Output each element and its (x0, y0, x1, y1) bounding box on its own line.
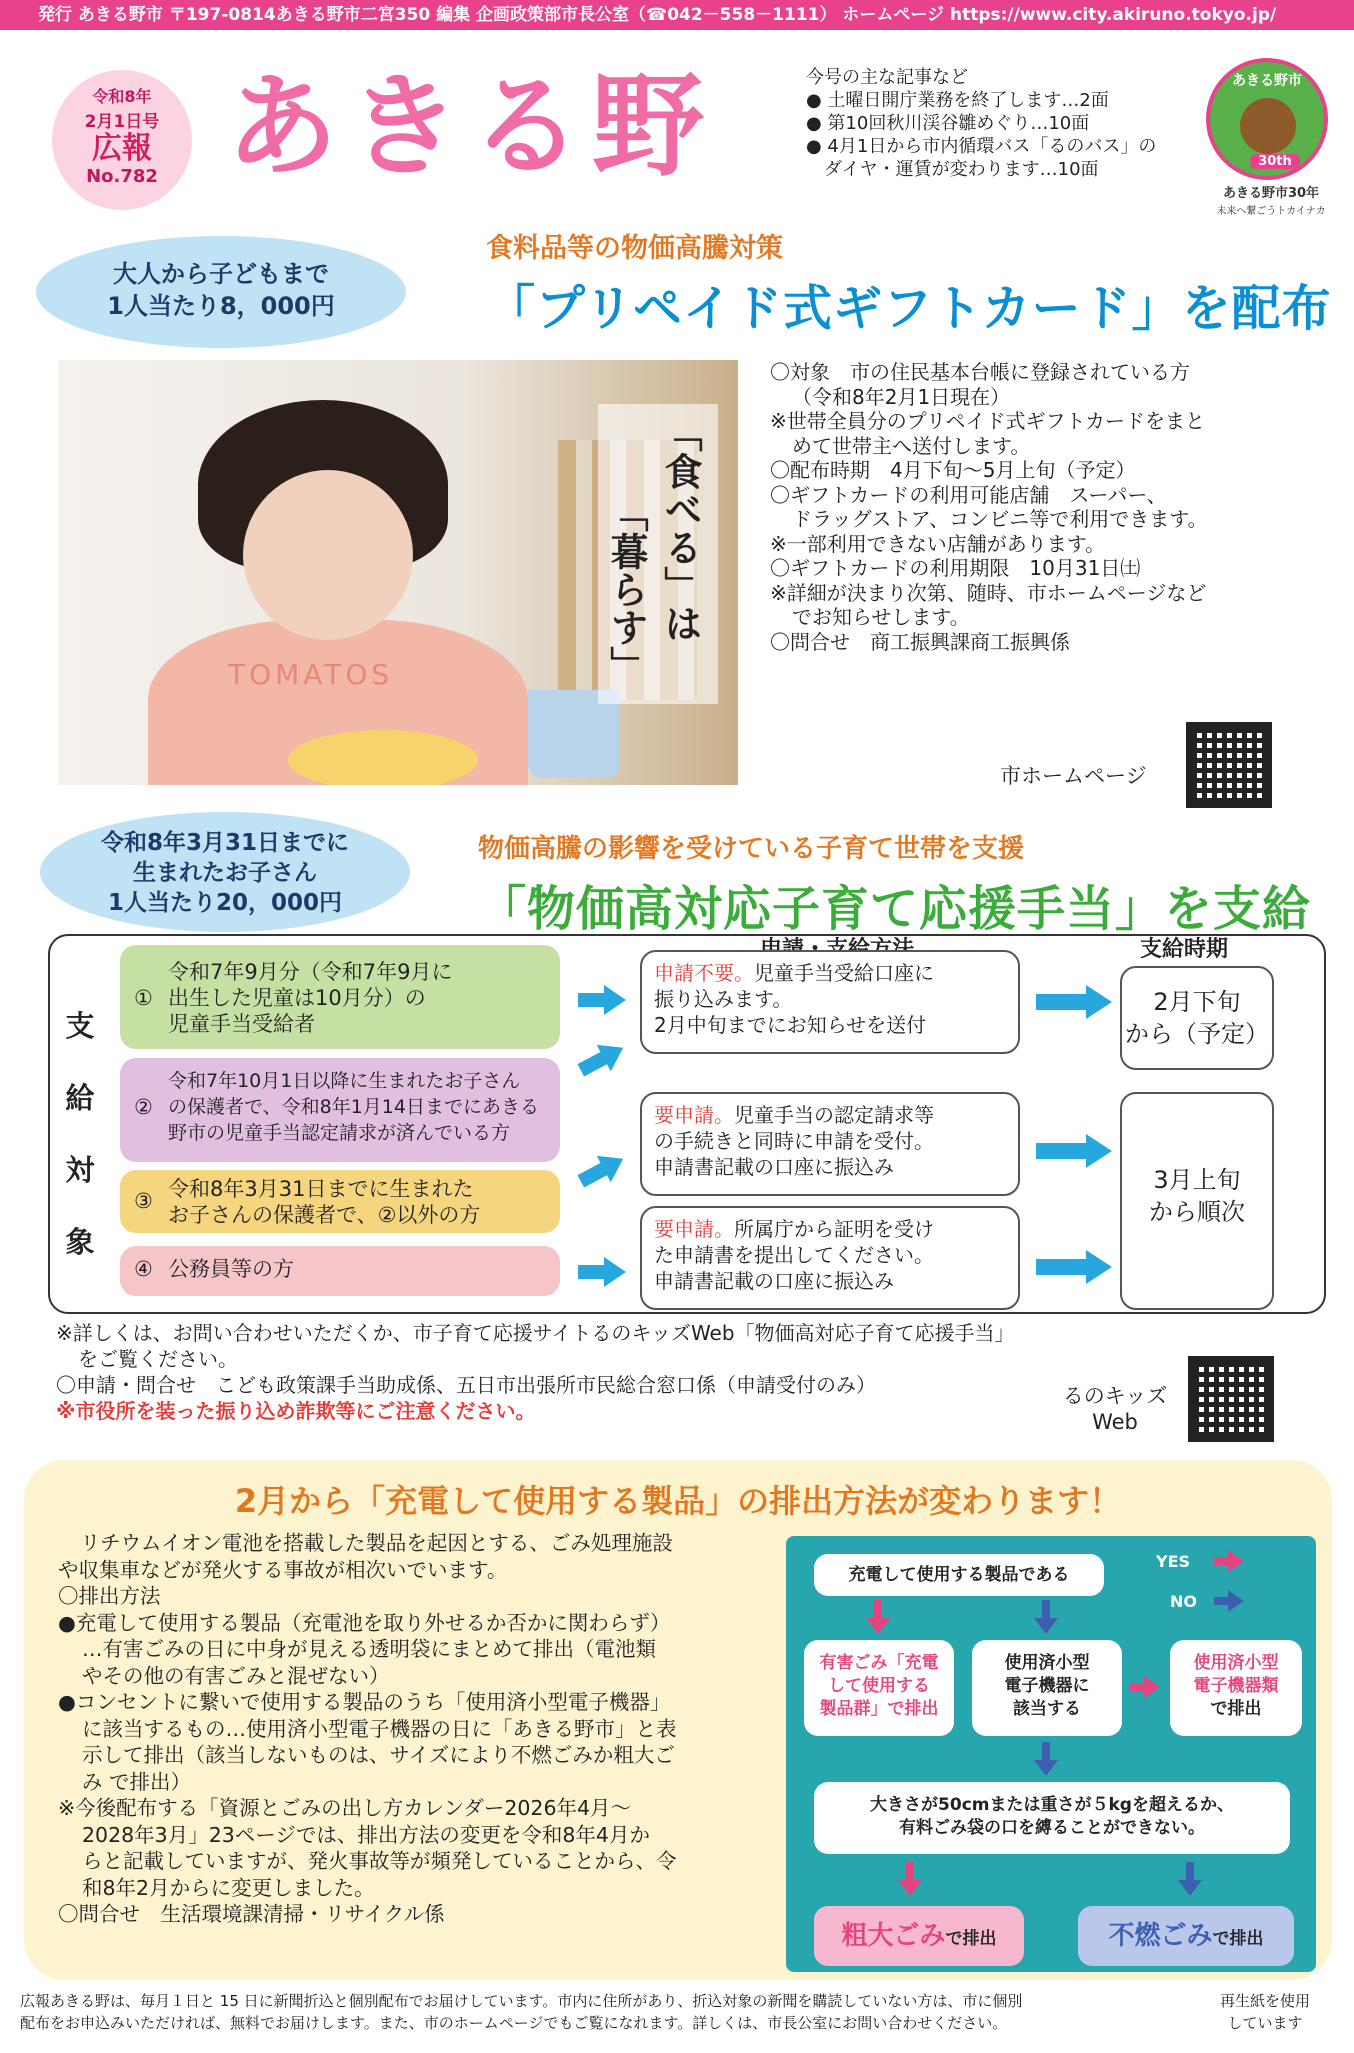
contents-item[interactable]: ダイヤ・運賃が変わります…10面 (824, 159, 1099, 180)
flow-used-electronics: 使用済小型 電子機器類 で排出 (1170, 1640, 1302, 1736)
child-notes (56, 1320, 1156, 1424)
arrow-right-icon (1036, 1250, 1112, 1284)
publisher-bar: 発行 あきる野市 〒197-0814あきる野市二宮350 編集 企画政策部市長公室（☎042－558－1111） ホームページ https://www.city.akiruno.tokyo.jp/ (0, 0, 1354, 30)
child-amount-bubble (40, 812, 410, 932)
disposal-flowchart (786, 1536, 1316, 1972)
contents-box (806, 66, 1196, 181)
down-arrow-icon (1178, 1862, 1202, 1898)
kids-qr-label: るのキッズ Web (1062, 1384, 1168, 1434)
photo-slogan (598, 404, 718, 704)
gift-detail-line: ※詳細が決まり次第、随時、市ホームページなど (770, 580, 1207, 605)
gift-detail-line: 〇ギフトカードの利用期限 10月31日㈯ (770, 556, 1141, 580)
contents-item[interactable]: ● 第10回秋川渓谷雛めぐり…10面 (806, 113, 1090, 134)
child-bubble-line2: 生まれたお子さん (133, 860, 317, 886)
issue-kind: 広報 (92, 131, 152, 166)
gift-detail-line: 〇問合せ 商工振興課商工振興係 (770, 629, 1070, 654)
issue-badge (52, 70, 192, 210)
eligibility-label: 支 給 対 象 (65, 1009, 95, 1259)
arrow-right-icon (578, 1257, 626, 1287)
mascot-face-icon (1240, 98, 1296, 154)
flow-bulky-waste: 粗大ごみで排出 (814, 1906, 1024, 1966)
gift-detail-line: ※一部利用できない店舗があります。 (770, 531, 1106, 556)
flow-small-electronics-question: 使用済小型 電子機器に 該当する (972, 1640, 1122, 1736)
mascot-ring-text: あきる野市 (1232, 73, 1302, 89)
down-arrow-icon (866, 1600, 890, 1636)
target-3: ③ 令和8年3月31日までに生まれた お子さんの保護者で、②以外の方 (120, 1170, 560, 1233)
gift-detail-line: ドラッグストア、コンビニ等で利用できます。 (792, 507, 1208, 531)
flow-no-label: NO (1170, 1592, 1197, 1611)
gift-subtitle: 食料品等の物価高騰対策 (486, 233, 783, 264)
target-2: ② 令和7年10月1日以降に生まれたお子さん の保護者で、令和8年1月14日までにあきる 野市の児童手当認定請求が済んでいる方 (120, 1058, 560, 1162)
battery-heading: 2月から「充電して使用する製品」の排出方法が変わります！ (234, 1482, 1122, 1520)
method-3: 要申請。所属庁から証明を受け た申請書を提出してください。 申請書記載の口座に振込み (640, 1206, 1020, 1310)
method-1: 申請不要。児童手当受給口座に 振り込みます。 2月中旬までにお知らせを送付 (640, 950, 1020, 1054)
contents-heading: 今号の主な記事など (806, 67, 968, 88)
gift-bubble-line2: 1人当たり8，000円 (107, 292, 335, 320)
newsletter-title: あきる野 (226, 62, 714, 192)
gift-qr-label: 市ホームページ (1000, 764, 1147, 788)
gift-detail-line: めて世帯主へ送付します。 (792, 433, 1031, 458)
child-note-line: をご覧ください。 (78, 1347, 238, 1371)
gift-title: 「プリペイド式ギフトカード」を配布 (486, 280, 1332, 337)
flow-start: 充電して使用する製品である (814, 1554, 1104, 1596)
mascot-slogan: 未来へ繋ごうトカイナカ (1216, 206, 1326, 217)
child-title: 「物価高対応子育て応援手当」を支給 (478, 881, 1312, 937)
footer-distribution-note: 広報あきる野は、毎月１日と 15 日に新聞折込と個別配布でお届けしています。市内に住所があり、折込対象の新聞を購読していない方は、市に個別 配布をお申込みいただければ、無料でお届けします。また、市のホームページでもご覧になれます。詳しくは、市長公室にお問い合わせください。 (20, 1992, 1023, 2032)
photo-slogan-2: 「暮らす」 (604, 494, 648, 684)
contents-item[interactable]: ● 土曜日開庁業務を終了します…2面 (806, 90, 1109, 111)
mascot-logo (1206, 58, 1328, 180)
child-bubble-line3: 1人当たり20，000円 (107, 890, 343, 916)
gift-detail-line: ※世帯全員分のプリペイド式ギフトカードをまと (770, 409, 1205, 433)
gift-detail-line: 〇配布時期 4月下旬～5月上旬（予定） (770, 458, 1136, 482)
gift-detail-line: （令和8年2月1日現在） (792, 384, 1011, 409)
flow-hazardous: 有害ごみ「充電 して使用する 製品群」で排出 (804, 1640, 954, 1736)
gift-detail-line: 〇ギフトカードの利用可能店舗 スーパー、 (770, 482, 1167, 507)
down-arrow-icon (1034, 1742, 1058, 1778)
child-bubble-line1: 令和8年3月31日までに (100, 830, 349, 856)
child-note-line: ※詳しくは、お問い合わせいただくか、市子育て応援サイトるのキッズWeb「物価高対応子育て応援手当」 (56, 1321, 1015, 1345)
gift-qr-code[interactable] (1186, 722, 1272, 808)
photo-slogan-1: 「食べる」は (658, 414, 702, 642)
fraud-warning: ※市役所を装った振り込め詐欺等にご注意ください。 (56, 1399, 536, 1423)
arrow-right-icon (1036, 985, 1112, 1019)
method-2: 要申請。児童手当の認定請求等 の手続きと同時に申請を受付。 申請書記載の口座に振込み (640, 1092, 1020, 1196)
target-1: ① 令和7年9月分（令和7年9月に 出生した児童は10月分）の 児童手当受給者 (120, 945, 560, 1049)
arrow-right-icon (578, 985, 626, 1015)
down-arrow-icon (898, 1862, 922, 1898)
yes-arrow-icon (1214, 1550, 1244, 1572)
issue-era: 令和8年 (92, 87, 152, 106)
flow-size-question: 大きさが50cmまたは重さが５kgを超えるか、 有料ごみ袋の口を縛ることができない。 (814, 1782, 1290, 1854)
kids-qr-code[interactable] (1188, 1356, 1274, 1442)
battery-text: リチウムイオン電池を搭載した製品を起因とする、ごみ処理施設 や収集車などが発火する事故が相次いでいます。 〇排出方法 ●充電して使用する製品（充電池を取り外せるか否かに関わらず） …有害ごみの日に中身が見える透明袋にまとめて排出（電池類 やその他の有害ごみと混ぜない） ●コンセントに繋いで使用する製品のうち「使用済小型電子機器」 に該当するもの…使用済小型電子機器の日に「あきる野市」と表 示して排出（該当しないものは、サイズにより不燃ごみか粗大ご み で排出） ※今後配布する「資源とごみの出し方カレンダー2026年4月～ 2028年3月」23ページでは、排出方法の変更を令和8年4月か らと記載していますが、発火事故等が頻発していることから、令 和8年2月からに変更しました。 〇問合せ 生活環境課清掃・リサイクル係 (58, 1531, 677, 1926)
child-contact: 〇申請・問合せ こども政策課手当助成係、五日市出張所市民総合窓口係（申請受付のみ） (56, 1373, 876, 1397)
photo-shirt-print: TOMATOS (228, 658, 394, 691)
gift-details (770, 360, 1290, 654)
issue-number: No.782 (86, 166, 158, 187)
target-4: ④ 公務員等の方 (120, 1246, 560, 1296)
no-arrow-icon (1214, 1590, 1244, 1612)
child-eating-photo (58, 360, 738, 785)
time-2: 3月上旬 から順次 (1120, 1092, 1274, 1310)
time-1: 2月下旬 から（予定） (1120, 966, 1274, 1070)
flow-yes-label: YES (1156, 1552, 1191, 1571)
gift-detail-line: でお知らせします。 (792, 605, 970, 629)
mascot-badge: 30th (1250, 154, 1300, 169)
down-arrow-icon (1034, 1600, 1058, 1636)
gift-bubble-line1: 大人から子どもまで (113, 260, 329, 288)
issue-date: 2月1日号 (84, 112, 160, 132)
recycled-paper-note: 再生紙を使用 しています (1219, 1992, 1310, 2032)
gift-detail-line: 〇対象 市の住民基本台帳に登録されている方 (770, 360, 1190, 384)
col-time-header: 支給時期 (1140, 937, 1229, 962)
mascot-caption: あきる野市30年 (1222, 186, 1320, 201)
flow-noncombustible-waste: 不燃ごみで排出 (1078, 1906, 1294, 1966)
child-subtitle: 物価高騰の影響を受けている子育て世帯を支援 (478, 834, 1025, 864)
right-arrow-icon (1130, 1676, 1160, 1698)
contents-item[interactable]: ● 4月1日から市内循環バス「るのバス」の (806, 136, 1157, 157)
gift-amount-bubble (36, 236, 406, 348)
arrow-right-icon (1036, 1134, 1112, 1168)
